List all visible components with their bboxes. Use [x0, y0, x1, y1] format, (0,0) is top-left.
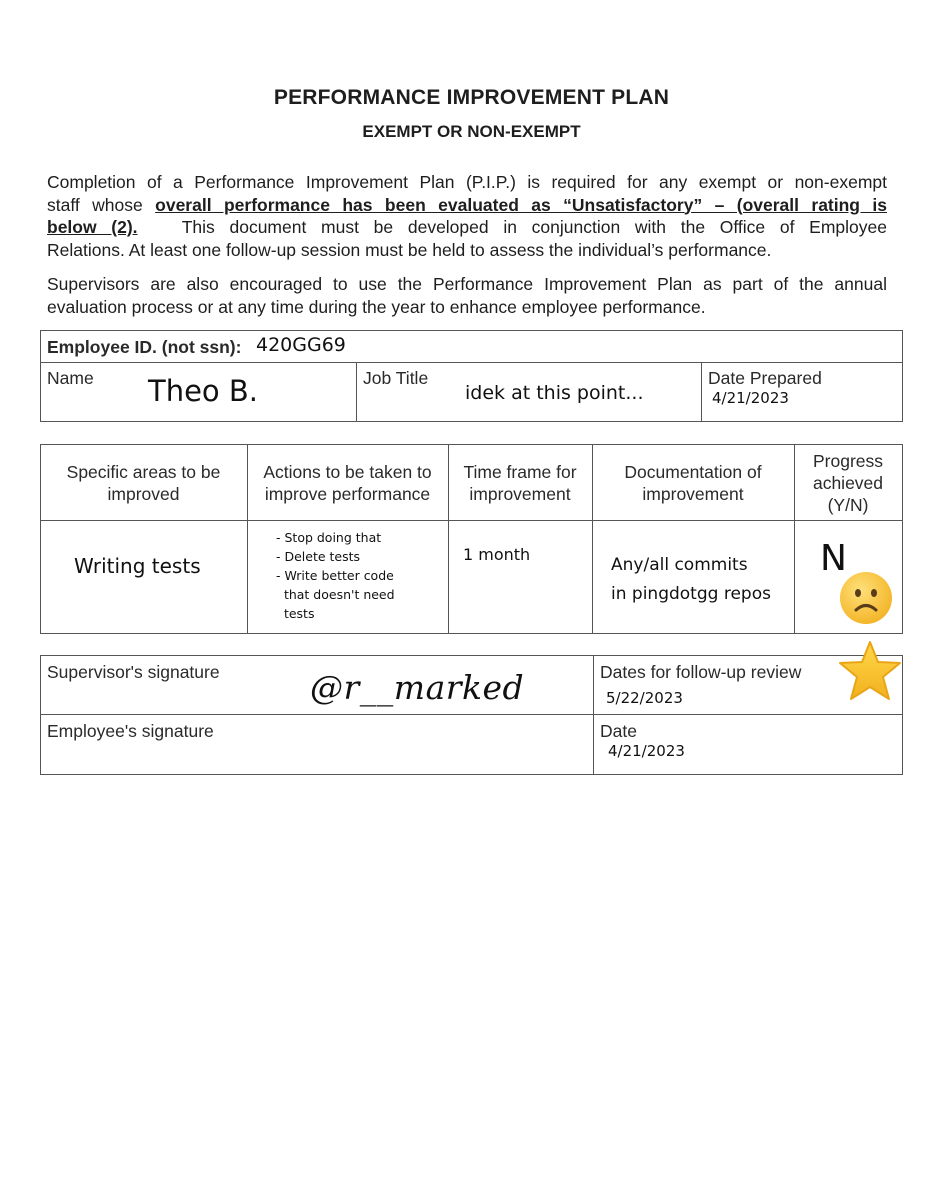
star-icon — [838, 640, 902, 702]
documentation-line-1: Any/all commits — [611, 555, 748, 575]
intro-line-3 — [47, 216, 887, 239]
action-item-5: tests — [276, 606, 315, 621]
signatures-col-divider — [593, 655, 594, 775]
intro-emphasis: overall performance has been evaluated as “Unsatisfactory” – (overall rating is — [155, 194, 887, 215]
employee-signature-label: Employee's signature — [47, 721, 214, 741]
intro-line-2-prefix: staff whose — [47, 194, 156, 215]
area-value[interactable]: Writing tests — [74, 554, 201, 578]
header-actions-text: Actions to be taken to improve performance — [263, 462, 432, 504]
header-documentation-text: Documentation of improvement — [624, 462, 762, 504]
header-progress — [794, 446, 902, 520]
name-value[interactable]: Theo B. — [148, 374, 259, 408]
action-item-1: - Stop doing that — [276, 530, 382, 545]
documentation-value[interactable] — [611, 551, 771, 609]
timeframe-value[interactable]: 1 month — [463, 545, 531, 564]
header-areas — [40, 446, 247, 520]
intro-line-1: Completion of a Performance Improvement Plan (P.I.P.) is required for any exempt or non-exempt — [47, 172, 887, 192]
employee-info-col-divider-2 — [701, 362, 702, 422]
supervisor-note-paragraph — [47, 273, 887, 318]
document-subtitle: EXEMPT OR NON-EXEMPT — [362, 122, 581, 141]
followup-review-value[interactable]: 5/22/2023 — [606, 689, 683, 707]
header-actions — [247, 446, 448, 520]
date-value[interactable]: 4/21/2023 — [608, 742, 685, 760]
action-item-3: - Write better code — [276, 568, 394, 583]
date-prepared-value[interactable]: 4/21/2023 — [712, 389, 789, 407]
employee-id-value[interactable]: 420GG69 — [256, 334, 346, 356]
sad-face-icon — [839, 571, 893, 625]
intro-paragraph — [47, 171, 887, 261]
followup-review-label: Dates for follow-up review — [600, 662, 802, 682]
progress-value[interactable]: N — [820, 538, 847, 579]
header-timeframe — [448, 446, 592, 520]
job-title-label: Job Title — [363, 368, 429, 388]
date-label: Date — [600, 721, 637, 741]
date-prepared-label: Date Prepared — [708, 368, 822, 388]
document-title: PERFORMANCE IMPROVEMENT PLAN — [273, 86, 670, 109]
intro-emphasis-rating: below (2). — [47, 217, 138, 237]
action-item-4: that doesn't need — [276, 587, 395, 602]
intro-line-4: Relations. At least one follow-up session must be held to assess the individual’s performance. — [47, 239, 772, 260]
header-documentation — [592, 446, 794, 520]
action-item-2: - Delete tests — [276, 549, 361, 564]
intro-line-3-rest: This document must be developed in conjunction with the Office of Employee — [181, 217, 887, 237]
actions-list[interactable] — [276, 528, 395, 623]
header-areas-text: Specific areas to be improved — [66, 462, 221, 504]
job-title-value[interactable]: idek at this point... — [465, 382, 644, 404]
employee-id-label: Employee ID. (not ssn): — [47, 337, 242, 357]
intro-line-2 — [47, 194, 887, 217]
plan-table-header-divider — [40, 520, 903, 521]
employee-info-col-divider-1 — [356, 362, 357, 422]
signatures-divider — [40, 714, 903, 715]
supervisor-note-line-1: Supervisors are also encouraged to use the Performance Improvement Plan as part of the annual — [47, 274, 887, 294]
name-label: Name — [47, 368, 94, 388]
header-timeframe-text: Time frame for improvement — [463, 462, 577, 504]
documentation-line-2: in pingdotgg repos — [611, 584, 771, 604]
header-progress-text: Progress achieved (Y/N) — [812, 451, 884, 515]
supervisor-signature-value[interactable]: @r__marked — [310, 668, 525, 707]
employee-info-divider — [40, 362, 903, 363]
supervisor-signature-label: Supervisor's signature — [47, 662, 220, 682]
supervisor-note-line-2: evaluation process or at any time during the year to enhance employee performance. — [47, 296, 706, 317]
